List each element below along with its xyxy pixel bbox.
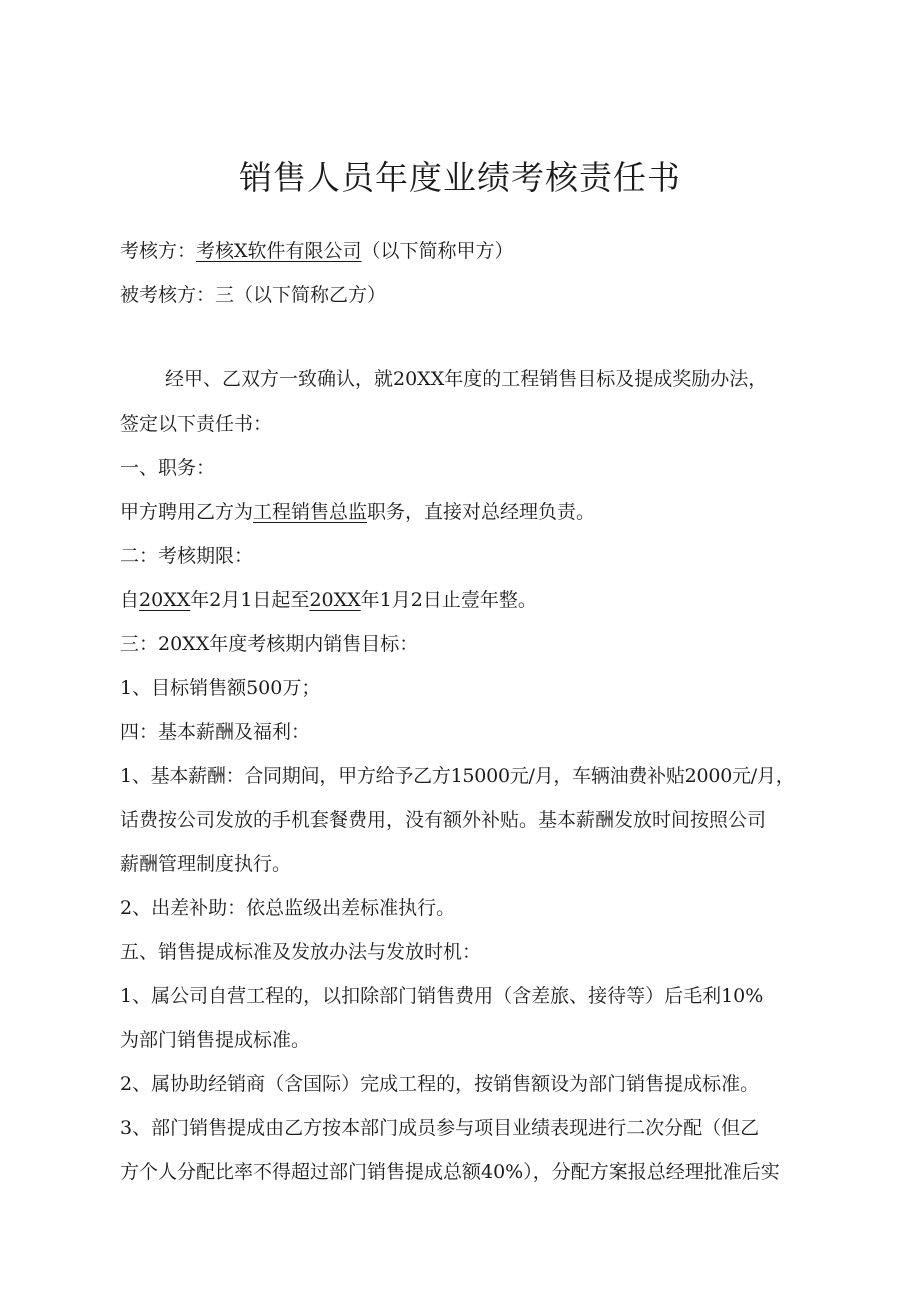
- section-4-item-1-line-3: 薪酬管理制度执行。: [120, 853, 292, 875]
- section-4-heading: 四：基本薪酬及福利：: [120, 721, 311, 743]
- section-1-heading: 一、职务：: [120, 457, 216, 479]
- assessee-name: 三: [215, 284, 235, 306]
- assessor-name: 考核X软件有限公司: [196, 240, 362, 262]
- period-prefix: 自: [120, 589, 140, 611]
- assessor-label: 考核方：: [120, 240, 197, 262]
- assessee-line: [120, 280, 386, 310]
- position-prefix: 甲方聘用乙方为: [120, 501, 254, 523]
- section-4-item-1-line-1: 1、基本薪酬：合同期间，甲方给予乙方15000元/月，车辆油费补贴2000元/月，: [120, 765, 795, 787]
- intro-line-2: 签定以下责任书：: [120, 413, 273, 435]
- section-5-heading: 五、销售提成标准及发放办法与发放时机：: [120, 941, 482, 963]
- position-suffix: 职务，直接对总经理负责。: [367, 501, 596, 523]
- assessor-suffix: （以下简称甲方）: [361, 240, 514, 262]
- assessor-line: [120, 236, 514, 266]
- section-4-item-1-line-2: 话费按公司发放的手机套餐费用，没有额外补贴。基本薪酬发放时间按照公司: [120, 809, 767, 831]
- section-5-item-1-line-1: 1、属公司自营工程的，以扣除部门销售费用（含差旅、接待等）后毛利10%: [120, 985, 764, 1007]
- period-middle: 年2月1日起至: [190, 589, 310, 611]
- section-2-body: [120, 585, 537, 615]
- section-5-item-3-line-1: 3、部门销售提成由乙方按本部门成员参与项目业绩表现进行二次分配（但乙: [120, 1117, 760, 1139]
- section-5-item-1-line-2: 为部门销售提成标准。: [120, 1029, 311, 1051]
- position-title: 工程销售总监: [253, 501, 368, 523]
- start-year: 20XX: [139, 589, 191, 611]
- section-2-heading: 二：考核期限：: [120, 545, 254, 567]
- section-5-item-3-line-2: 方个人分配比率不得超过部门销售提成总额40%），分配方案报总经理批准后实: [120, 1161, 780, 1183]
- section-5-item-2: 2、属协助经销商（含国际）完成工程的，按销售额设为部门销售提成标准。: [120, 1073, 760, 1095]
- assessee-suffix: （以下简称乙方）: [234, 284, 387, 306]
- document-title: 销售人员年度业绩考核责任书: [239, 158, 681, 197]
- section-1-body: [120, 497, 595, 527]
- section-3-item-1: 1、目标销售额500万；: [120, 677, 321, 699]
- section-4-item-2: 2、出差补助：依总监级出差标准执行。: [120, 897, 456, 919]
- assessee-label: 被考核方：: [120, 284, 216, 306]
- period-suffix: 年1月2日止壹年整。: [360, 589, 537, 611]
- end-year: 20XX: [309, 589, 361, 611]
- intro-line-1: 经甲、乙双方一致确认，就20XX年度的工程销售目标及提成奖励办法，: [165, 368, 768, 390]
- section-3-heading: 三：20XX年度考核期内销售目标：: [120, 633, 419, 655]
